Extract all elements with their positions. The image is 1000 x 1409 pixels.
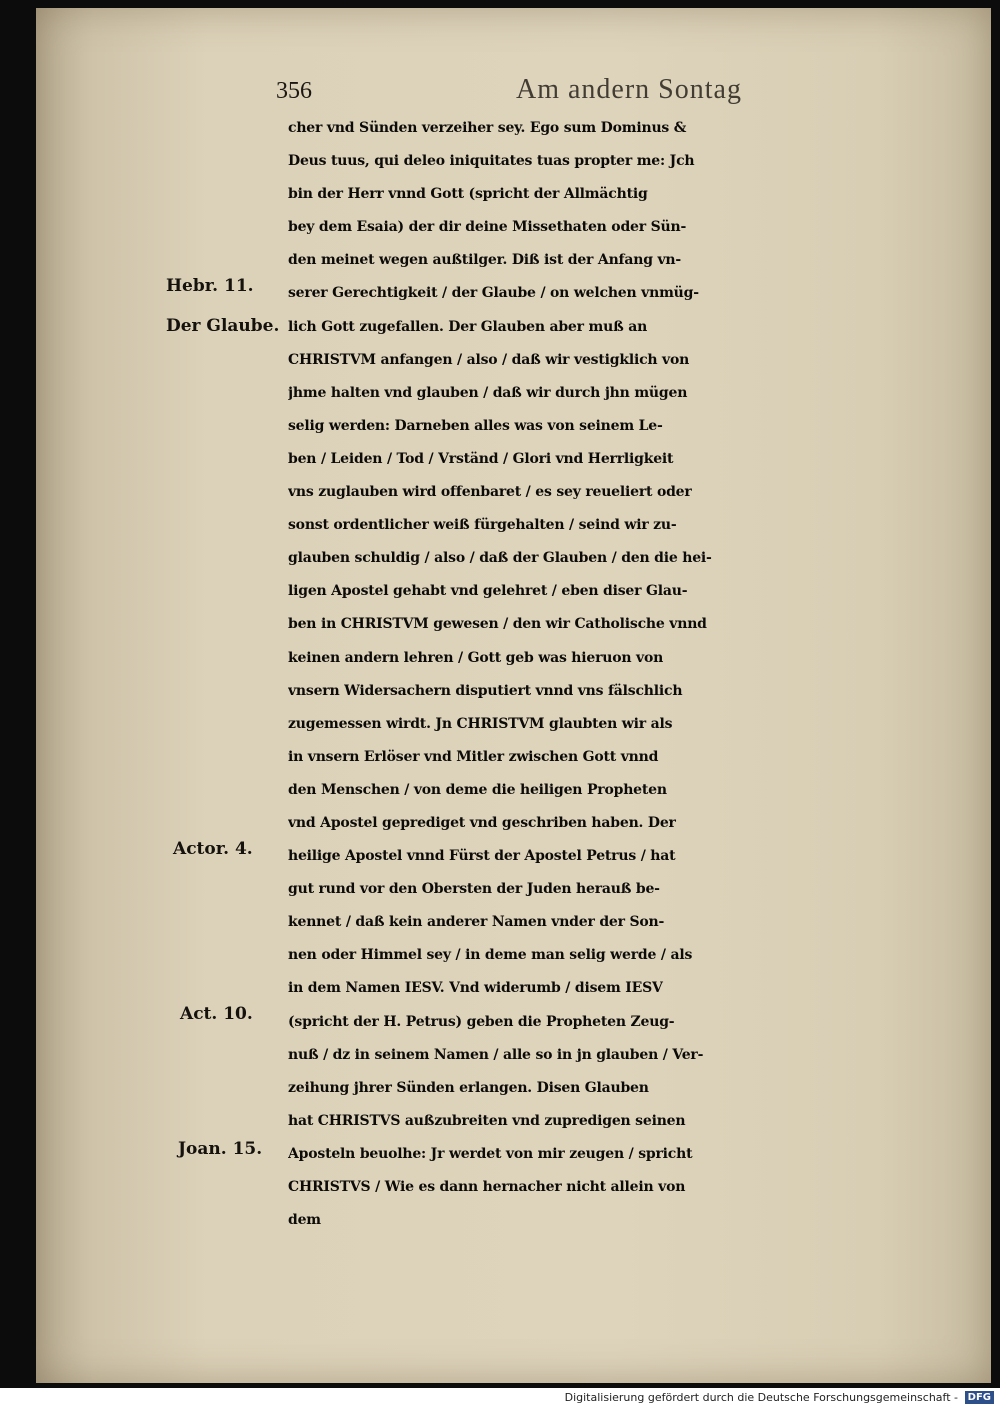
page-number: 356 bbox=[276, 78, 312, 104]
margin-note-act: Act. 10. bbox=[180, 1004, 253, 1024]
text-line: bin der Herr vnnd Gott (spricht der Allmächtig bbox=[288, 186, 648, 203]
text-line: vnsern Widersachern disputiert vnnd vns fälschlich bbox=[288, 682, 683, 699]
running-head: Am andern Sontag bbox=[516, 74, 742, 105]
text-line: Deus tuus, qui deleo iniquitates tuas propter me: Jch bbox=[288, 153, 695, 170]
text-line: kennet / daß kein anderer Namen vnder der Son- bbox=[288, 914, 665, 931]
text-line: den Menschen / von deme die heiligen Propheten bbox=[288, 781, 667, 798]
text-line: glauben schuldig / also / daß der Glauben / den die hei- bbox=[288, 550, 712, 567]
text-line: heilige Apostel vnnd Fürst der Apostel Petrus / hat bbox=[288, 848, 676, 865]
text-line: lich Gott zugefallen. Der Glauben aber muß an bbox=[288, 318, 648, 335]
text-line: zeihung jhrer Sünden erlangen. Disen Glauben bbox=[288, 1079, 649, 1096]
text-line: sonst ordentlicher weiß fürgehalten / seind wir zu- bbox=[288, 517, 677, 534]
text-line: in vnsern Erlöser vnd Mitler zwischen Gott vnnd bbox=[288, 748, 659, 765]
margin-note-joan: Joan. 15. bbox=[178, 1139, 263, 1159]
text-line: keinen andern lehren / Gott geb was hieruon von bbox=[288, 649, 664, 666]
text-line: in dem Namen IESV. Vnd widerumb / disem IESV bbox=[288, 980, 663, 997]
body-text bbox=[288, 112, 960, 1237]
text-line: ben in CHRISTVM gewesen / den wir Catholische vnnd bbox=[288, 616, 707, 633]
text-line: zugemessen wirdt. Jn CHRISTVM glaubten wir als bbox=[288, 715, 673, 732]
text-line: vns zuglauben wird offenbaret / es sey reueliert oder bbox=[288, 484, 692, 501]
text-line: nen oder Himmel sey / in deme man selig werde / als bbox=[288, 947, 693, 964]
page-header bbox=[276, 74, 766, 114]
text-line: CHRISTVM anfangen / also / daß wir vestigklich von bbox=[288, 351, 690, 368]
text-line: dem bbox=[288, 1212, 321, 1229]
text-line: gut rund vor den Obersten der Juden herauß be- bbox=[288, 881, 660, 898]
margin-note-actor: Actor. 4. bbox=[173, 839, 253, 859]
text-line: ben / Leiden / Tod / Vrständ / Glori vnd Herrligkeit bbox=[288, 450, 674, 467]
text-line: Aposteln beuolhe: Jr werdet von mir zeugen / spricht bbox=[288, 1145, 693, 1162]
text-line: cher vnd Sünden verzeiher sey. Ego sum Dominus & bbox=[288, 120, 687, 136]
text-line: (spricht der H. Petrus) geben die Propheten Zeug- bbox=[288, 1013, 675, 1030]
dfg-logo: DFG bbox=[965, 1391, 994, 1404]
text-line: vnd Apostel geprediget vnd geschriben haben. Der bbox=[288, 814, 676, 831]
text-line: bey dem Esaia) der dir deine Missethaten oder Sün- bbox=[288, 219, 687, 236]
text-line: ligen Apostel gehabt vnd gelehret / eben diser Glau- bbox=[288, 583, 688, 600]
text-line: den meinet wegen außtilger. Diß ist der Anfang vn- bbox=[288, 252, 682, 269]
funding-notice: Digitalisierung gefördert durch die Deutsche Forschungsgemeinschaft - bbox=[564, 1391, 958, 1404]
text-line: serer Gerechtigkeit / der Glaube / on welchen vnmüg- bbox=[288, 285, 699, 302]
text-line: hat CHRISTVS außzubreiten vnd zupredigen seinen bbox=[288, 1112, 686, 1129]
margin-note-hebr: Hebr. 11. bbox=[166, 276, 254, 296]
text-line: jhme halten vnd glauben / daß wir durch jhn mügen bbox=[288, 384, 688, 401]
text-line: CHRISTVS / Wie es dann hernacher nicht allein von bbox=[288, 1179, 686, 1195]
footer-bar bbox=[0, 1388, 1000, 1409]
text-line: selig werden: Darneben alles was von seinem Le- bbox=[288, 417, 663, 434]
text-line: nuß / dz in seinem Namen / alle so in jn glauben / Ver- bbox=[288, 1046, 704, 1063]
margin-note-glaube: Der Glaube. bbox=[166, 316, 280, 336]
